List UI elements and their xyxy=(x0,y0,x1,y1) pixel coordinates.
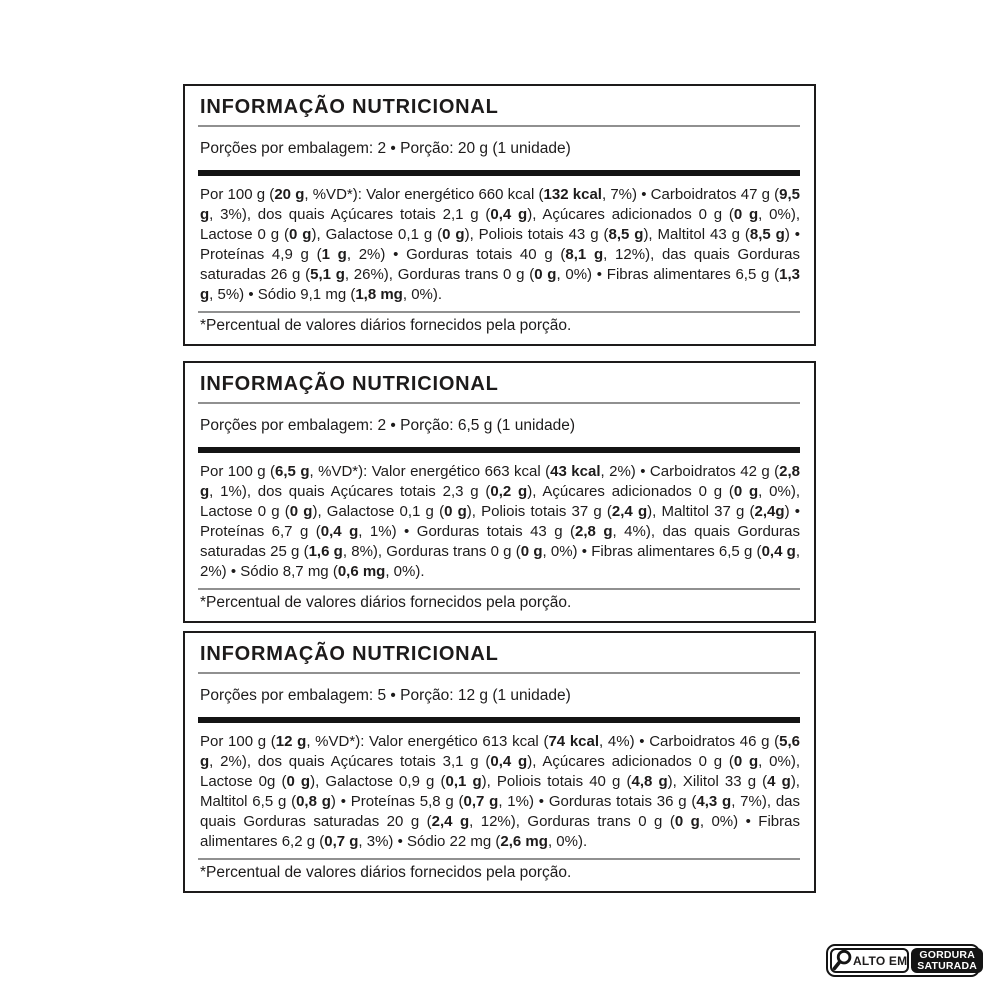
page-title: INFORMAÇÃO NUTRICIONAL xyxy=(200,643,499,665)
footnote-divider xyxy=(198,311,800,313)
nutrition-table-2 xyxy=(183,361,816,623)
thick-divider xyxy=(198,170,800,176)
nutrition-body: Por 100 g (12 g, %VD*): Valor energético 613 kcal (74 kcal, 4%) • Carboidratos 46 g (5,6 g, 2%), dos quais Açúcares totais 3,1 g (0,4 g), Açúcares adicionados 0 g (0 g, 0%), Lactose 0g (0 g), Galactose 0,9 g (0,1 g), Poliois totais 40 g (4,8 g), Xilitol 33 g (4 g), Maltitol 6,5 g (0,8 g) • Proteínas 5,8 g (0,7 g, 1%) • Gorduras totais 36 g (4,3 g, 7%), das quais Gorduras saturadas 20 g (2,4 g, 12%), Gorduras trans 0 g (0 g, 0%) • Fibras alimentares 6,2 g (0,7 g, 3%) • Sódio 22 mg (2,6 mg, 0%). xyxy=(200,733,801,850)
nutrient-label-line1: GORDURA xyxy=(919,948,975,961)
alto-em-capsule xyxy=(830,948,909,973)
nutrition-table-3 xyxy=(183,631,816,893)
footnote: *Percentual de valores diários fornecidos pela porção. xyxy=(200,594,572,611)
nutrient-label-line2: SATURADA xyxy=(917,959,978,972)
servings-line: Porções por embalagem: 2 • Porção: 6,5 g (1 unidade) xyxy=(200,417,576,434)
thick-divider xyxy=(198,717,800,723)
page-title: INFORMAÇÃO NUTRICIONAL xyxy=(200,373,499,395)
thick-divider xyxy=(198,447,800,453)
footnote-divider xyxy=(198,858,800,860)
page-title: INFORMAÇÃO NUTRICIONAL xyxy=(200,96,499,118)
footnote: *Percentual de valores diários fornecidos pela porção. xyxy=(200,317,572,334)
footnote: *Percentual de valores diários fornecidos pela porção. xyxy=(200,864,572,881)
nutrition-table-1 xyxy=(183,84,816,346)
servings-line: Porções por embalagem: 2 • Porção: 20 g (1 unidade) xyxy=(200,140,571,157)
footnote-divider xyxy=(198,588,800,590)
nutrient-box xyxy=(911,948,983,973)
servings-line: Porções por embalagem: 5 • Porção: 12 g (1 unidade) xyxy=(200,687,571,704)
nutrition-body: Por 100 g (6,5 g, %VD*): Valor energético 663 kcal (43 kcal, 2%) • Carboidratos 42 g (2,8 g, 1%), dos quais Açúcares totais 2,3 g (0,2 g), Açúcares adicionados 0 g (0 g, 0%), Lactose 0 g (0 g), Galactose 0,1 g (0 g), Poliois totais 37 g (2,4 g), Maltitol 37 g (2,4g) • Proteínas 6,7 g (0,4 g, 1%) • Gorduras totais 43 g (2,8 g, 4%), das quais Gorduras saturadas 25 g (1,6 g, 8%), Gorduras trans 0 g (0 g, 0%) • Fibras alimentares 6,5 g (0,4 g, 2%) • Sódio 8,7 mg (0,6 mg, 0%). xyxy=(200,463,801,580)
title-divider xyxy=(198,402,800,404)
magnifier-icon xyxy=(832,949,852,972)
title-divider xyxy=(198,125,800,127)
nutrition-body: Por 100 g (20 g, %VD*): Valor energético 660 kcal (132 kcal, 7%) • Carboidratos 47 g (9,5 g, 3%), dos quais Açúcares totais 2,1 g (0,4 g), Açúcares adicionados 0 g (0 g, 0%), Lactose 0 g (0 g), Galactose 0,1 g (0 g), Poliois totais 43 g (8,5 g), Maltitol 43 g (8,5 g) • Proteínas 4,9 g (1 g, 2%) • Gorduras totais 40 g (8,1 g, 12%), das quais Gorduras saturadas 26 g (5,1 g, 26%), Gorduras trans 0 g (0 g, 0%) • Fibras alimentares 6,5 g (1,3 g, 5%) • Sódio 9,1 mg (1,8 mg, 0%). xyxy=(200,186,801,303)
high-in-warning-badge xyxy=(826,944,980,977)
title-divider xyxy=(198,672,800,674)
alto-em-label: ALTO EM xyxy=(853,953,908,968)
